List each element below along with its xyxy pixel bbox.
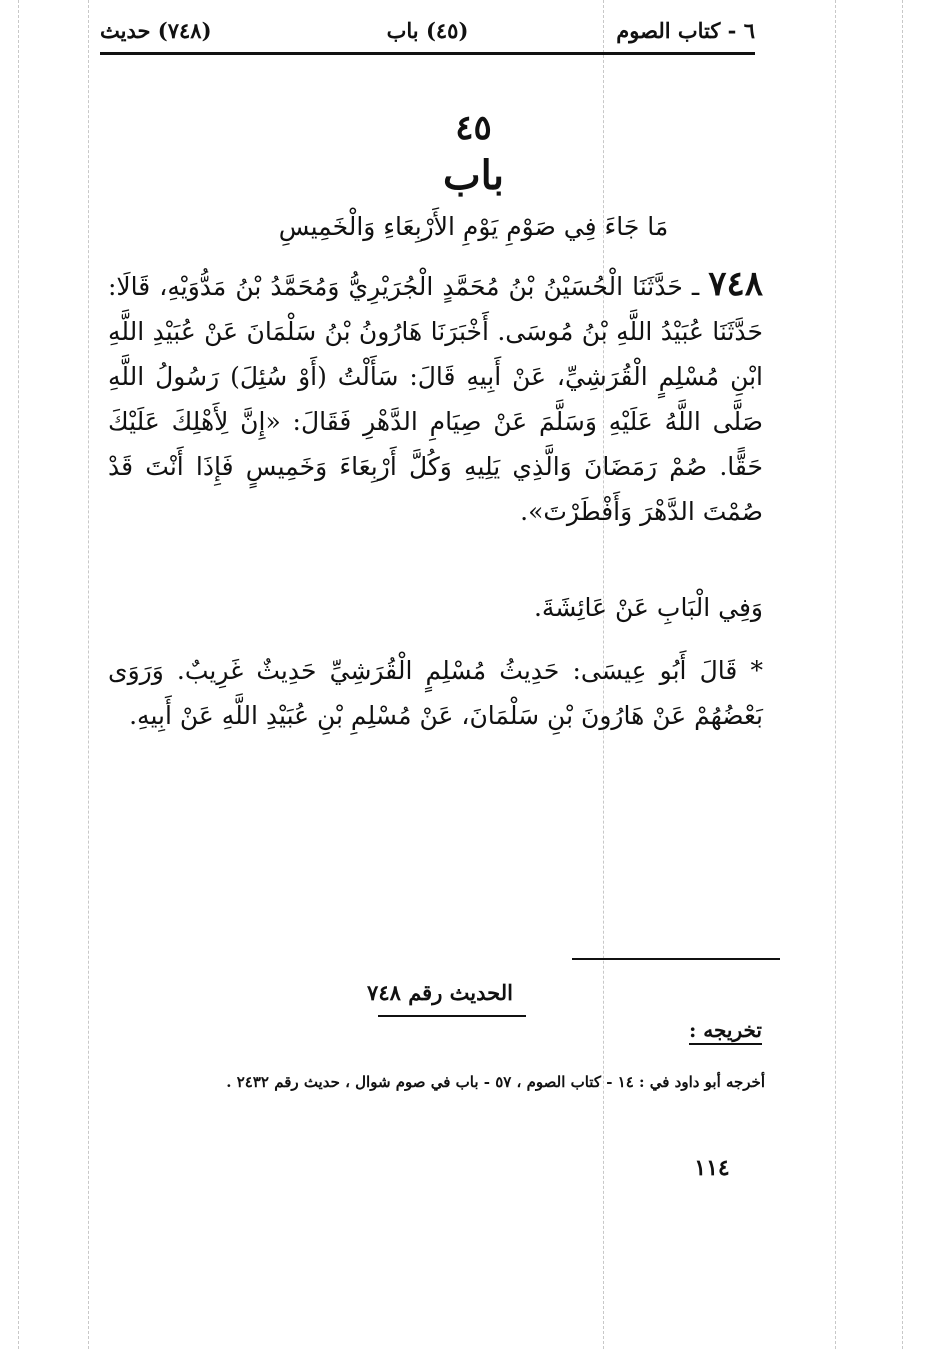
footnote-heading: تخريجه : [689,1018,762,1045]
hadith-number: ٧٤٨ [708,264,763,304]
header-divider [100,52,755,55]
header-chapter: (٤٥) باب [386,18,469,43]
scan-artifact-line [88,0,89,1349]
commentary-paragraph: * قَالَ أَبُو عِيسَى: حَدِيثُ مُسْلِمٍ الْقُرَشِيِّ حَدِيثٌ غَرِيبٌ. وَرَوَى بَعْضُهُمْ عَنْ هَارُونَ بْنِ سَلْمَانَ، عَنْ مُسْلِمِ بْنِ عُبَيْدِ اللَّهِ عَنْ أَبِيهِ. [108,656,763,730]
chapter-note: وَفِي الْبَابِ عَنْ عَائِشَةَ. [533,593,763,622]
footnote-divider [572,958,780,960]
footnote-title: الحديث رقم ٧٤٨ [367,980,513,1005]
scan-artifact-line [835,0,836,1349]
scan-artifact-line [902,0,903,1349]
chapter-title: مَا جَاءَ فِي صَوْمِ يَوْمِ الأَرْبِعَاءِ وَالْخَمِيسِ [278,212,669,241]
header-book-title: ٦ - كتاب الصوم [616,18,755,43]
hadith-dash: ـ [691,272,700,301]
footnote-text: أخرجه أبو داود في : ١٤ - كتاب الصوم ، ٥٧ - باب في صوم شوال ، حديث رقم ٢٤٣٢ . [226,1073,765,1091]
page-number: ١١٤ [694,1155,730,1181]
hadith-text: حَدَّثَنَا الْحُسَيْنُ بْنُ مُحَمَّدٍ الْجُرَيْرِيُّ وَمُحَمَّدُ بْنُ مَدُّوَيْهِ، قَالَا: حَدَّثَنَا عُبَيْدُ اللَّهِ بْنُ مُوسَى. أَخْبَرَنَا هَارُونُ بْنُ سَلْمَانَ عَنْ عُبَيْدِ اللَّهِ ابْنِ مُسْلِمٍ الْقُرَشِيِّ، عَنْ أَبِيهِ قَالَ: سَأَلْتُ (أَوْ سُئِلَ) رَسُولُ اللَّهِ صَلَّى اللَّهُ عَلَيْهِ وَسَلَّمَ عَنْ صِيَامِ الدَّهْرِ فَقَالَ: «إِنَّ لِأَهْلِكَ عَلَيْكَ حَقًّا. صُمْ رَمَضَانَ وَالَّذِي يَلِيهِ وَكُلَّ أَرْبِعَاءَ وَخَمِيسٍ فَإِذَا أَنْتَ قَدْ صُمْتَ الدَّهْرَ وَأَفْطَرْتَ». [108,272,763,526]
footnote-title-underline [378,1015,526,1017]
hadith-paragraph [108,262,763,534]
scan-artifact-line [18,0,19,1349]
chapter-number: ٤٥ [455,108,492,148]
header-hadith-ref: (٧٤٨) حديث [100,18,212,43]
running-header [100,14,755,48]
chapter-label: باب [443,152,504,199]
